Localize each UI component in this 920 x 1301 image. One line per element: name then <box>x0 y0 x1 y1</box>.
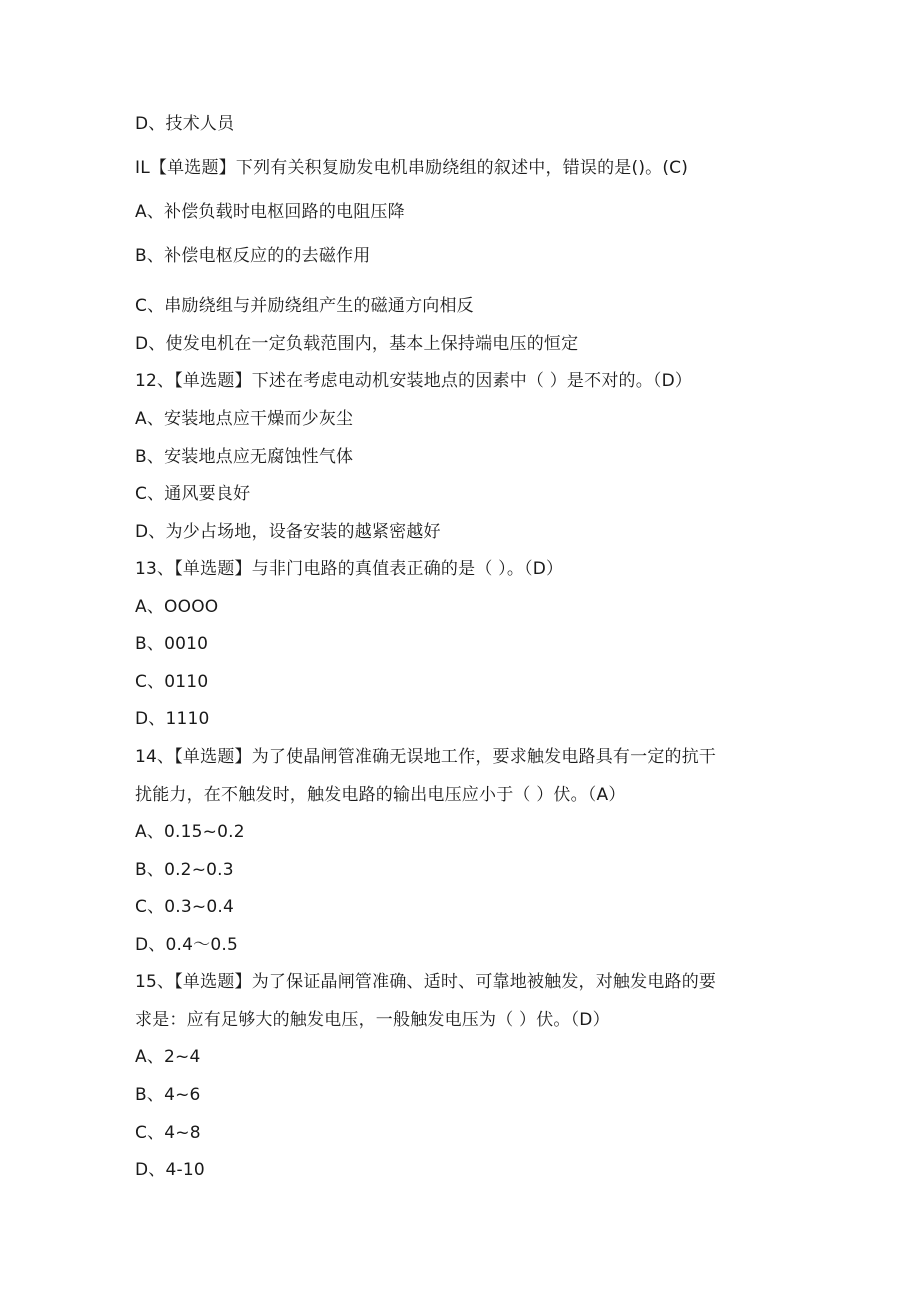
q14-option-c: C、0.3~0.4 <box>135 897 234 917</box>
q11-option-c: C、串励绕组与并励绕组产生的磁通方向相反 <box>135 296 474 316</box>
q13-option-d: D、1110 <box>135 709 210 729</box>
q12-option-c: C、通风要良好 <box>135 484 251 504</box>
q15-option-c: C、4~8 <box>135 1123 201 1143</box>
q11-option-a: A、补偿负载时电枢回路的电阻压降 <box>135 202 405 222</box>
q12-option-d: D、为少占场地，设备安装的越紧密越好 <box>135 522 441 542</box>
q15-option-a: A、2~4 <box>135 1047 201 1067</box>
q15-option-d: D、4-10 <box>135 1160 205 1180</box>
q12-option-a: A、安装地点应干燥而少灰尘 <box>135 409 354 429</box>
q15-question-line1: 15、【单选题】为了保证晶闸管准确、适时、可靠地被触发，对触发电路的要 <box>135 972 717 992</box>
q14-option-a: A、0.15~0.2 <box>135 822 245 842</box>
q14-question-line2: 扰能力，在不触发时，触发电路的输出电压应小于（ ）伏。（A） <box>135 785 626 805</box>
q12-question: 12、【单选题】下述在考虑电动机安装地点的因素中（ ）是不对的。（D） <box>135 371 693 391</box>
q13-option-c: C、0110 <box>135 672 209 692</box>
q14-question-line1: 14、【单选题】为了使晶闸管准确无误地工作，要求触发电路具有一定的抗干 <box>135 747 717 767</box>
q10-option-d: D、技术人员 <box>135 114 235 134</box>
q14-option-d: D、0.4～0.5 <box>135 935 238 955</box>
q11-option-b: B、补偿电枢反应的的去磁作用 <box>135 246 371 266</box>
q15-question-line2: 求是：应有足够大的触发电压，一般触发电压为（ ）伏。（D） <box>135 1010 610 1030</box>
q13-question: 13、【单选题】与非门电路的真值表正确的是（ ）。（D） <box>135 559 564 579</box>
q12-option-b: B、安装地点应无腐蚀性气体 <box>135 447 354 467</box>
q14-option-b: B、0.2~0.3 <box>135 860 234 880</box>
q11-question: IL【单选题】下列有关积复励发电机串励绕组的叙述中，错误的是()。(C) <box>135 158 689 178</box>
q13-option-a: A、OOOO <box>135 597 219 617</box>
q11-option-d: D、使发电机在一定负载范围内，基本上保持端电压的恒定 <box>135 334 579 354</box>
q15-option-b: B、4~6 <box>135 1085 201 1105</box>
q13-option-b: B、0010 <box>135 634 209 654</box>
